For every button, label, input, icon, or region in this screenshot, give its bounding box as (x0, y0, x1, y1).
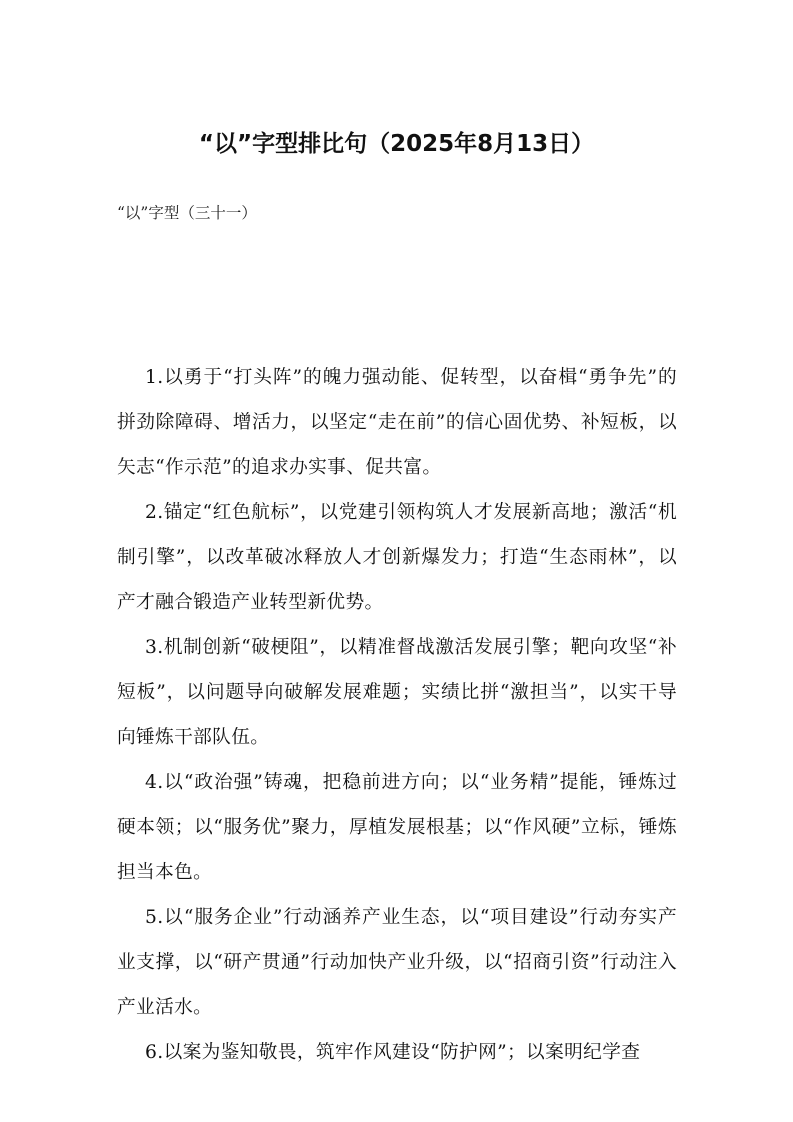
document-title: “以”字型排比句（2025年8月13日） (198, 131, 595, 157)
paragraph-6: 6.以案为鉴知敬畏，筑牢作风建设“防护网”；以案明纪学查 (145, 1042, 641, 1063)
paragraph-3: 3.机制创新“破梗阻”，以精准督战激活发展引擎；靶向攻坚“补短板”，以问题导向破解发展难题；实绩比拼“激担当”，以实干导向锤炼干部队伍。 (117, 637, 677, 748)
paragraph-2: 2.锚定“红色航标”，以党建引领构筑人才发展新高地；激活“机制引擎”，以改革破冰释放人才创新爆发力；打造“生态雨林”，以产才融合锻造产业转型新优势。 (117, 502, 677, 613)
document-subtitle: “以”字型（三十一） (117, 204, 257, 222)
document-body (117, 355, 677, 1075)
paragraph-1: 1.以勇于“打头阵”的魄力强动能、促转型，以奋楫“勇争先”的拼劲除障碍、增活力，以坚定“走在前”的信心固优势、补短板，以矢志“作示范”的追求办实事、促共富。 (117, 367, 677, 478)
paragraph-4: 4.以“政治强”铸魂，把稳前进方向；以“业务精”提能，锤炼过硬本领；以“服务优”聚力，厚植发展根基；以“作风硬”立标，锤炼担当本色。 (117, 772, 677, 883)
paragraph-5: 5.以“服务企业”行动涵养产业生态，以“项目建设”行动夯实产业支撑，以“研产贯通”行动加快产业升级，以“招商引资”行动注入产业活水。 (117, 907, 677, 1018)
